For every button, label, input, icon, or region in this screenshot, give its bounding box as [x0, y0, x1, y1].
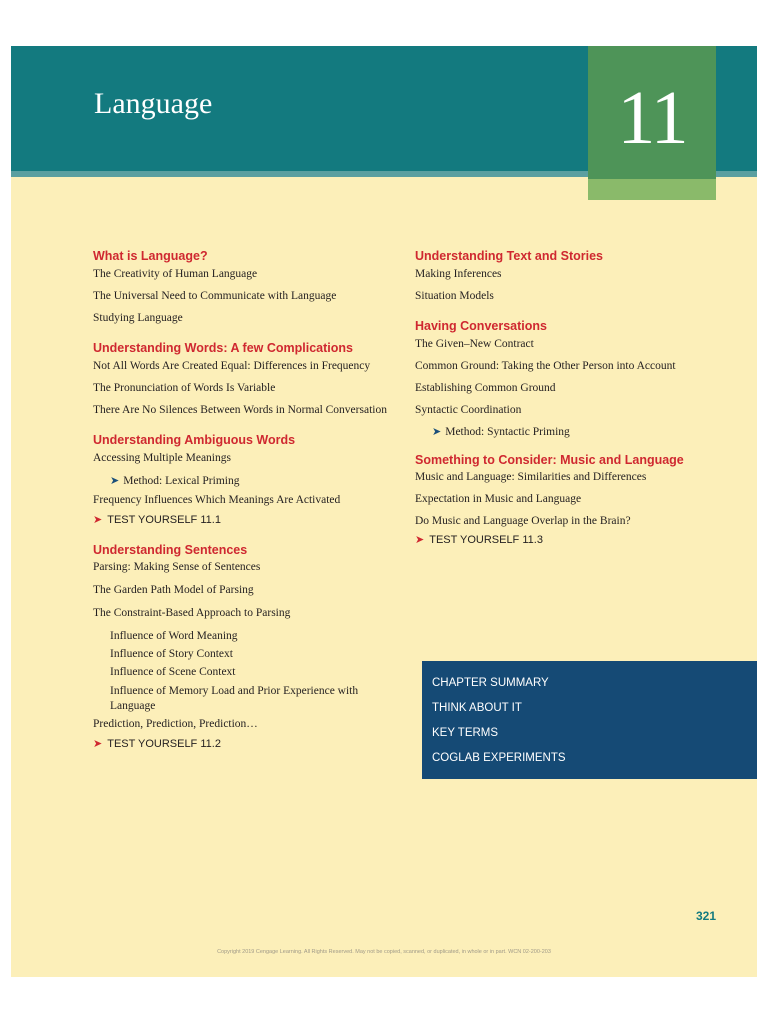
toc-item[interactable]: Establishing Common Ground: [415, 382, 556, 394]
toc-section-heading[interactable]: What is Language?: [93, 249, 208, 263]
copyright-notice: Copyright 2019 Cengage Learning. All Rights Reserved. May not be copied, scanned, or duplicated, in whole or in part. WCN 02-200-203: [217, 949, 551, 955]
test-yourself-label: TEST YOURSELF 11.2: [107, 738, 221, 750]
toc-right-column: [415, 247, 745, 548]
toc-item[interactable]: Common Ground: Taking the Other Person into Account: [415, 360, 676, 372]
toc-method-label: Method: Lexical Priming: [123, 475, 240, 487]
test-yourself-link[interactable]: [93, 513, 413, 528]
toc-subitem[interactable]: Influence of Memory Load and Prior Experience with Language: [110, 685, 359, 712]
toc-item[interactable]: The Universal Need to Communicate with Language: [93, 290, 337, 302]
toc-method-item[interactable]: [415, 425, 745, 440]
toc-section-heading[interactable]: Something to Consider: Music and Language: [415, 453, 684, 467]
chapter-summary-link[interactable]: CHAPTER SUMMARY: [432, 677, 549, 689]
toc-item[interactable]: The Pronunciation of Words Is Variable: [93, 382, 276, 394]
key-terms-link[interactable]: KEY TERMS: [432, 727, 499, 739]
toc-item[interactable]: Expectation in Music and Language: [415, 493, 582, 505]
toc-item[interactable]: There Are No Silences Between Words in Normal Conversation: [93, 404, 387, 416]
toc-item[interactable]: Parsing: Making Sense of Sentences: [93, 561, 261, 573]
chapter-title: Language: [94, 87, 213, 120]
toc-item[interactable]: Accessing Multiple Meanings: [93, 452, 231, 464]
arrow-icon: ➤: [415, 534, 425, 546]
toc-method-item[interactable]: [93, 474, 413, 489]
test-yourself-label: TEST YOURSELF 11.3: [429, 534, 543, 546]
toc-item[interactable]: The Creativity of Human Language: [93, 268, 258, 280]
toc-item[interactable]: The Given–New Contract: [415, 338, 534, 350]
toc-left-column: [93, 247, 413, 752]
page-number: 321: [695, 909, 716, 923]
arrow-icon: ➤: [93, 514, 103, 526]
toc-item[interactable]: Syntactic Coordination: [415, 404, 522, 416]
test-yourself-link[interactable]: [415, 533, 745, 548]
toc-subitem[interactable]: Influence of Word Meaning: [110, 630, 238, 642]
toc-section-heading[interactable]: Understanding Text and Stories: [415, 249, 603, 263]
toc-item[interactable]: Situation Models: [415, 290, 494, 302]
arrow-icon: ➤: [432, 426, 442, 438]
coglab-experiments-link[interactable]: COGLAB EXPERIMENTS: [432, 752, 566, 764]
toc-item[interactable]: Prediction, Prediction, Prediction…: [93, 718, 258, 730]
toc-section-heading[interactable]: Having Conversations: [415, 319, 547, 333]
toc-item[interactable]: Frequency Influences Which Meanings Are Activated: [93, 494, 341, 506]
toc-subitem[interactable]: Influence of Scene Context: [110, 666, 236, 678]
test-yourself-link[interactable]: [93, 737, 413, 752]
toc-item[interactable]: Making Inferences: [415, 268, 502, 280]
chapter-resources-box: [422, 661, 757, 779]
toc-item[interactable]: Music and Language: Similarities and Differences: [415, 471, 647, 483]
toc-item[interactable]: Do Music and Language Overlap in the Brain?: [415, 515, 631, 527]
arrow-icon: ➤: [110, 475, 120, 487]
toc-method-label: Method: Syntactic Priming: [445, 426, 570, 438]
toc-item[interactable]: The Constraint-Based Approach to Parsing: [93, 607, 291, 619]
chapter-number-block-accent: [588, 179, 716, 200]
toc-section-heading[interactable]: Understanding Ambiguous Words: [93, 433, 296, 447]
chapter-number: 11: [617, 76, 687, 160]
toc-section-heading[interactable]: Understanding Words: A few Complications: [93, 341, 353, 355]
arrow-icon: ➤: [93, 738, 103, 750]
toc-section-heading[interactable]: Understanding Sentences: [93, 543, 248, 557]
toc-item[interactable]: The Garden Path Model of Parsing: [93, 584, 254, 596]
toc-subitem[interactable]: Influence of Story Context: [110, 648, 233, 660]
test-yourself-label: TEST YOURSELF 11.1: [107, 514, 221, 526]
toc-item[interactable]: Not All Words Are Created Equal: Differences in Frequency: [93, 360, 371, 372]
toc-item[interactable]: Studying Language: [93, 312, 183, 324]
think-about-it-link[interactable]: THINK ABOUT IT: [432, 702, 522, 714]
